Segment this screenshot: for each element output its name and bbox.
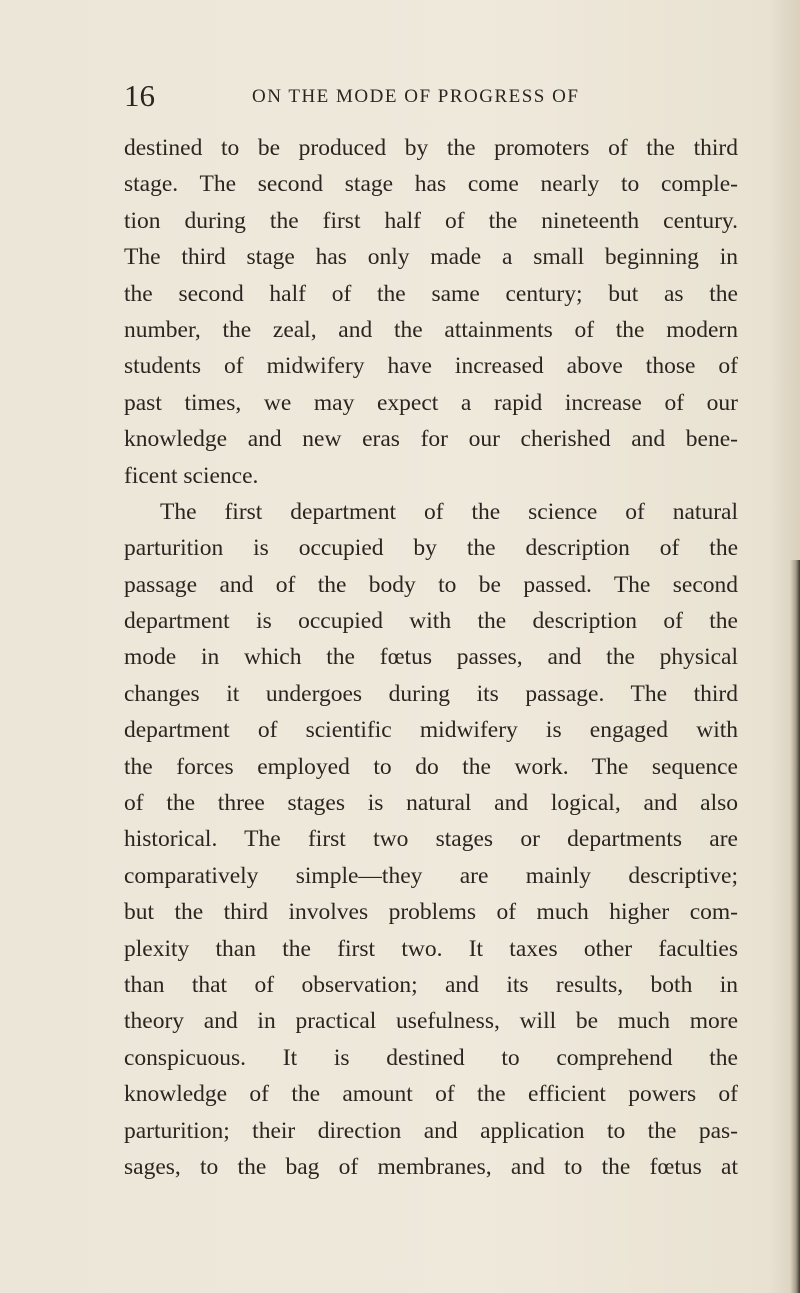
text-line: passage and of the body to be passed. The second bbox=[124, 571, 738, 598]
running-head: ON THE MODE OF PROGRESS OF bbox=[252, 86, 580, 107]
text-line: students of midwifery have increased above those of bbox=[124, 353, 738, 380]
text-line: of the three stages is natural and logical, and also bbox=[124, 790, 738, 817]
text-line: theory and in practical usefulness, will be much more bbox=[124, 1008, 738, 1035]
page-edge-shadow bbox=[790, 560, 800, 1293]
text-line: but the third involves problems of much higher com- bbox=[124, 899, 738, 926]
text-line: sages, to the bag of membranes, and to the fœtus at bbox=[124, 1153, 738, 1180]
text-line: tion during the first half of the nineteenth century. bbox=[124, 207, 738, 234]
text-line: knowledge of the amount of the efficient powers of bbox=[124, 1081, 738, 1108]
body-text bbox=[124, 130, 738, 1185]
text-line: changes it undergoes during its passage. The third bbox=[124, 680, 738, 707]
text-line: stage. The second stage has come nearly to comple- bbox=[124, 171, 738, 198]
text-line: parturition is occupied by the description of the bbox=[124, 535, 738, 562]
text-line: mode in which the fœtus passes, and the physical bbox=[124, 644, 738, 671]
page-header bbox=[124, 78, 744, 114]
text-line: the second half of the same century; but as the bbox=[124, 280, 738, 307]
text-line: destined to be produced by the promoters of the third bbox=[124, 135, 738, 161]
text-line: plexity than the first two. It taxes other faculties bbox=[124, 935, 738, 962]
text-line: historical. The first two stages or departments are bbox=[124, 826, 738, 853]
text-line: past times, we may expect a rapid increase of our bbox=[124, 389, 738, 416]
text-line: number, the zeal, and the attainments of the modern bbox=[124, 316, 738, 343]
text-line: the forces employed to do the work. The sequence bbox=[124, 753, 738, 780]
text-line: conspicuous. It is destined to comprehend the bbox=[124, 1044, 738, 1071]
text-line: parturition; their direction and application to the pas- bbox=[124, 1117, 738, 1144]
text-line: ficent science. bbox=[124, 462, 259, 489]
text-line: comparatively simple—they are mainly descriptive; bbox=[124, 862, 738, 889]
text-line: department of scientific midwifery is engaged with bbox=[124, 717, 738, 744]
page-number: 16 bbox=[124, 78, 155, 113]
text-line: The first department of the science of natural bbox=[160, 498, 738, 525]
text-line: The third stage has only made a small beginning in bbox=[124, 244, 738, 271]
text-line: knowledge and new eras for our cherished and bene- bbox=[124, 426, 738, 453]
text-line: than that of observation; and its results, both in bbox=[124, 971, 738, 998]
text-line: department is occupied with the description of the bbox=[124, 608, 738, 635]
